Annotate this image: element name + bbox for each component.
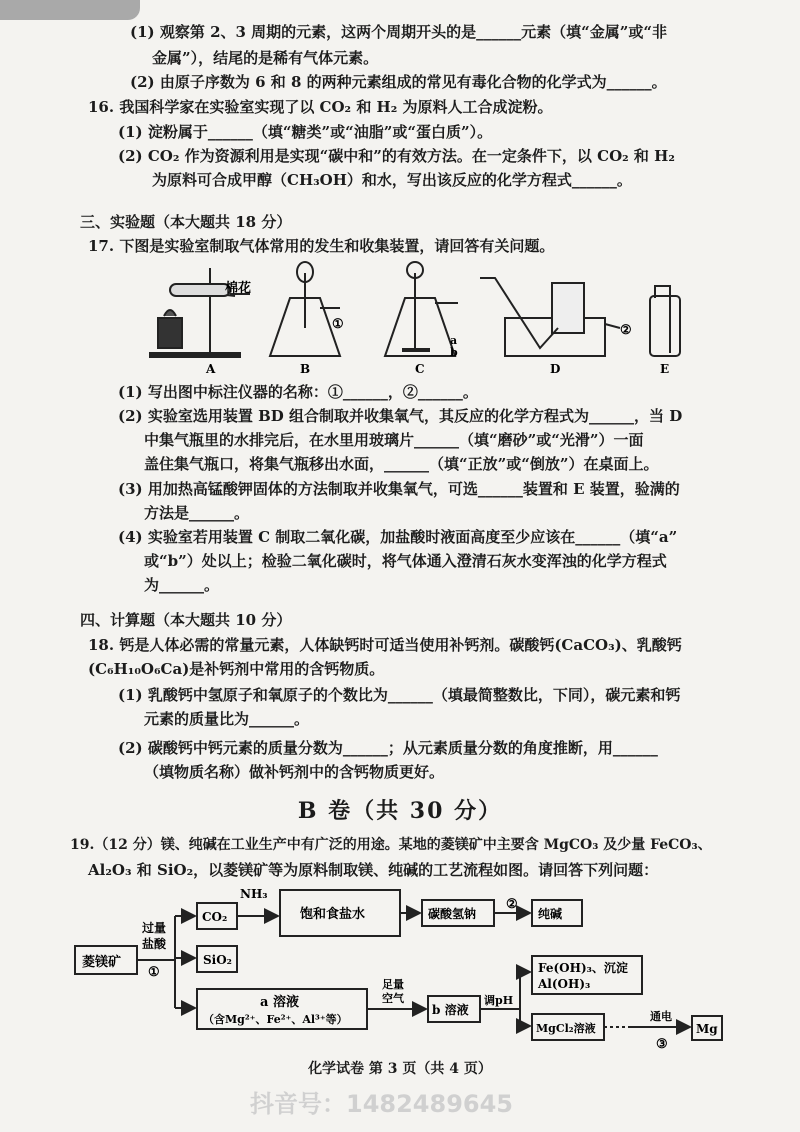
q19-stem-line1: 19.（12 分）镁、纯碱在工业生产中有广泛的用途。某地的菱镁矿中主要含 MgCO₃ 及少量 FeCO₃、 [70,837,712,853]
watermark: 抖音号：1482489645 [250,1090,513,1118]
label-a: A [206,362,216,376]
flow-s1: ① [148,965,160,980]
q17-2-line2: 中集气瓶里的水排完后，在水里用玻璃片______（填“磨砂”或“光滑”）一面 [144,431,644,449]
apparatus-d [480,278,620,356]
flow-ore: 菱镁矿 [82,955,122,970]
q18-1-line1: (1) 乳酸钙中氢原子和氧原子的个数比为______（填最简整数比，下同），碳元素和钙 [118,686,681,704]
apparatus-e [650,286,680,356]
q17-2-line1: (2) 实验室选用装置 BD 组合制取并收集氧气，其反应的化学方程式为______，当 D [118,407,683,425]
label-d: D [550,362,561,376]
q17-4-line3: 为______。 [144,576,220,594]
flow-air2: 空气 [382,992,404,1005]
flow-sola: a 溶液 [260,995,299,1010]
q15-1-line2: 金属”），结尾的是稀有气体元素。 [152,49,379,67]
section-4-title: 四、计算题（本大题共 10 分） [80,611,292,629]
q15-1-line1: (1) 观察第 2、3 周期的元素，这两个周期开头的是______元素（填“金属”或“非 [130,23,668,41]
page-footer: 化学试卷 第 3 页（共 4 页） [308,1061,492,1077]
section-3-title: 三、实验题（本大题共 18 分） [80,213,292,231]
q17-2-line3: 盖住集气瓶口，将集气瓶移出水面，______（填“正放”或“倒放”）在桌面上。 [144,455,659,473]
q17-4-line1: (4) 实验室若用装置 C 制取二氧化碳，加盐酸时液面高度至少应该在______（填“a” [118,528,678,546]
flow-brine: 饱和食盐水 [300,907,366,922]
q16-1: (1) 淀粉属于______（填“糖类”或“油脂”或“蛋白质”）。 [118,123,493,141]
process-flowchart [60,876,740,1056]
q17-3-line1: (3) 用加热高锰酸钾固体的方法制取并收集氧气，可选______装置和 E 装置，验满的 [118,480,680,498]
q16-2-line2: 为原料可合成甲醇（CH₃OH）和水，写出该反应的化学方程式______。 [152,171,632,189]
flow-s2: ② [506,897,518,912]
flow-sio2: SiO₂ [203,953,232,967]
q16-stem: 16. 我国科学家在实验室实现了以 CO₂ 和 H₂ 为原料人工合成淀粉。 [88,98,553,116]
q15-2: (2) 由原子序数为 6 和 8 的两种元素组成的常见有毒化合物的化学式为______。 [130,73,667,91]
flow-mgcl2: MgCl₂溶液 [536,1022,596,1035]
flow-ppt: Fe(OH)₃、沉淀 [538,961,628,975]
flow-sola-sub: （含Mg²⁺、Fe²⁺、Al³⁺等） [203,1013,348,1026]
flow-nahco3: 碳酸氢钠 [428,907,477,921]
flow-co2: CO₂ [202,910,228,924]
b-section-title: B 卷（共 30 分） [297,798,503,824]
q16-2-line1: (2) CO₂ 作为资源利用是实现“碳中和”的有效方法。在一定条件下，以 CO₂ 和 H₂ [118,147,675,165]
flow-nh3: NH₃ [240,887,268,901]
label-cotton: 棉花 [225,281,252,296]
flow-air1: 足量 [382,978,404,991]
flow-acid1: 过量 [142,921,167,935]
label-b: B [300,362,311,376]
label-c2: ② [620,323,632,338]
q17-1: (1) 写出图中标注仪器的名称：①______，②______。 [118,383,478,401]
q18-stem-line2: (C₆H₁₀O₆Ca)是补钙剂中常用的含钙物质。 [88,660,385,678]
q17-4-line2: 或“b”）处以上；检验二氧化碳时，将气体通入澄清石灰水变浑浊的化学方程式 [144,552,667,570]
label-e: E [660,362,670,376]
label-a-mark: a [450,334,458,347]
flow-soda: 纯碱 [538,907,563,921]
flow-s3: ③ [656,1037,668,1052]
q18-2-line1: (2) 碳酸钙中钙元素的质量分数为______；从元素质量分数的角度推断，用______ [118,739,658,757]
label-c: C [415,362,425,376]
apparatus-b [270,262,340,356]
flow-acid2: 盐酸 [142,937,167,951]
label-b-mark: b [450,346,458,359]
label-c1: ① [332,317,344,332]
flow-power: 通电 [650,1010,672,1023]
top-bar [0,0,140,20]
q18-2-line2: （填物质名称）做补钙剂中的含钙物质更好。 [144,763,445,781]
flow-ppt2: Al(OH)₃ [538,977,591,991]
q18-1-line2: 元素的质量比为______。 [144,710,310,728]
flow-solb: b 溶液 [432,1003,469,1017]
q17-stem: 17. 下图是实验室制取气体常用的发生和收集装置，请回答有关问题。 [88,237,555,255]
q18-stem-line1: 18. 钙是人体必需的常量元素，人体缺钙时可适当使用补钙剂。碳酸钙(CaCO₃)、乳酸钙 [88,636,682,654]
flow-mg: Mg [696,1022,718,1036]
flow-ph: 调pH [484,994,514,1007]
apparatus-c [385,262,458,356]
q19-stem-line2: Al₂O₃ 和 SiO₂，以菱镁矿等为原料制取镁、纯碱的工艺流程如图。请回答下列问题： [88,861,659,879]
q17-3-line2: 方法是______。 [144,504,250,522]
apparatus-figure [140,258,700,376]
